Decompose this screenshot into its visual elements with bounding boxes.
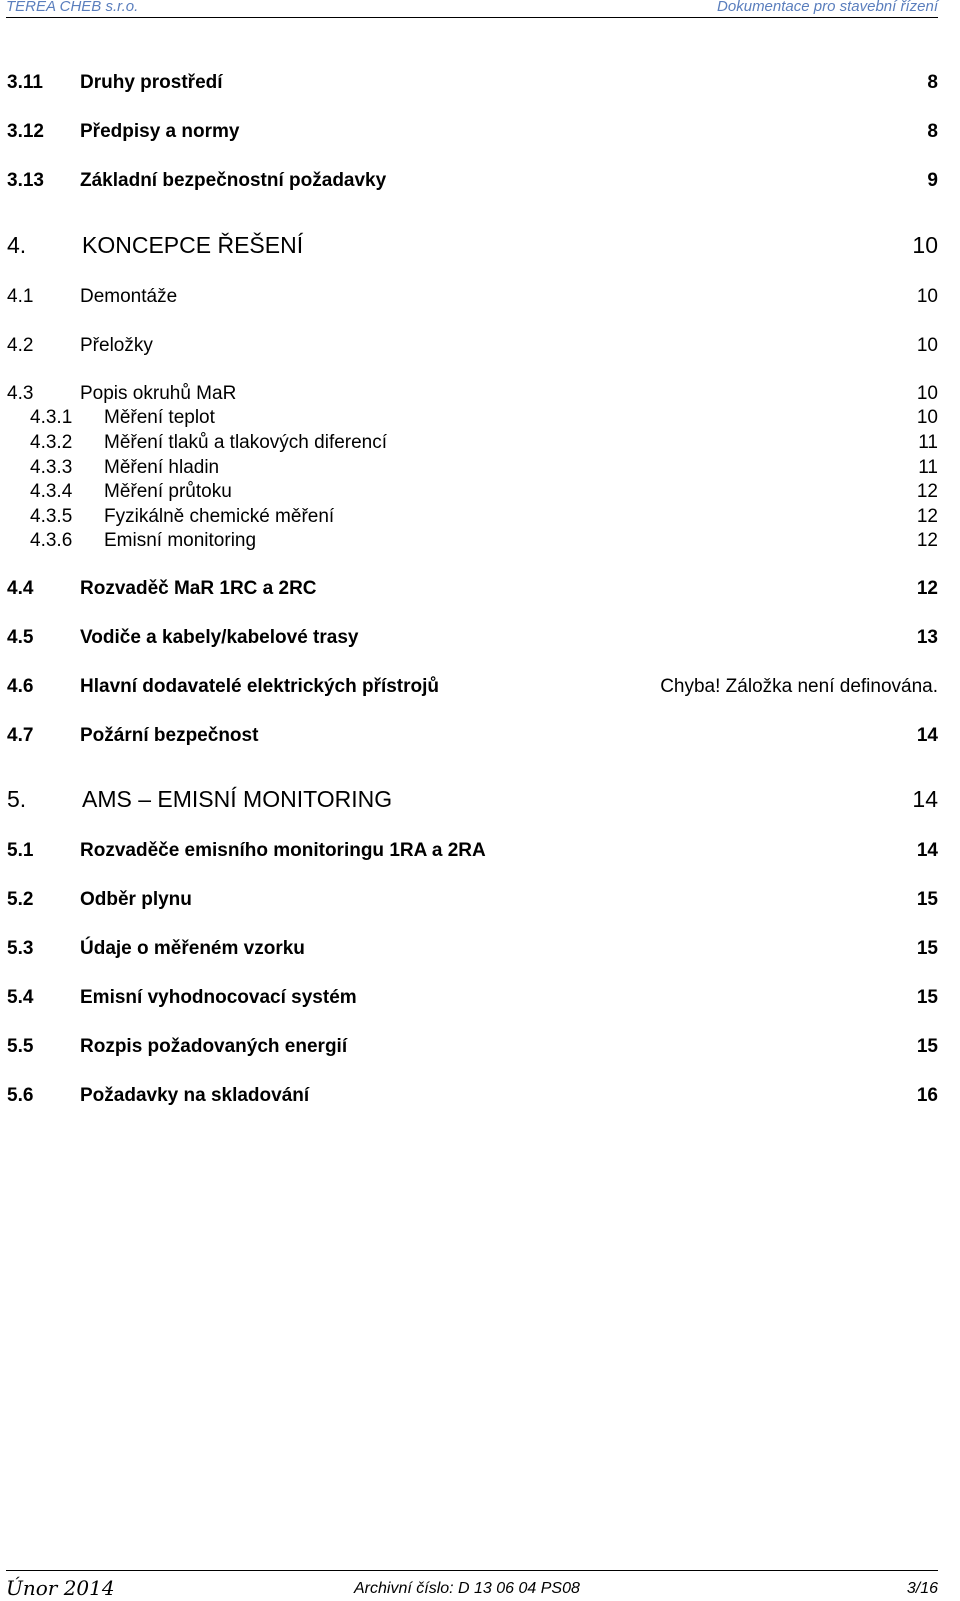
- toc-title: Vodiče a kabely/kabelové trasy: [80, 627, 359, 648]
- toc-number: 4.3.6: [30, 530, 73, 551]
- toc-entry-4-3-1[interactable]: [0, 405, 960, 431]
- toc-entry-3-11[interactable]: [0, 70, 960, 96]
- toc-page: 10: [916, 286, 938, 307]
- toc-number: 4.1: [7, 286, 34, 307]
- toc-title: Hlavní dodavatelé elektrických přístrojů: [80, 676, 440, 697]
- toc-number: 4.3.3: [30, 457, 73, 478]
- toc-page: 15: [916, 987, 938, 1008]
- toc-entry-5-1[interactable]: [0, 838, 960, 864]
- toc-title: Předpisy a normy: [80, 121, 240, 142]
- toc-entry-4-3-3[interactable]: [0, 455, 960, 481]
- toc-title: Emisní monitoring: [104, 530, 257, 551]
- toc-number: 4.3: [7, 383, 34, 404]
- toc-title: Měření průtoku: [104, 481, 232, 502]
- toc-number: 4.7: [7, 725, 34, 746]
- toc-page: 14: [912, 786, 938, 812]
- page-header: [6, 0, 938, 18]
- toc-entry-4-7[interactable]: [0, 723, 960, 749]
- toc-number: 3.13: [7, 170, 44, 191]
- toc-title: Měření hladin: [104, 457, 220, 478]
- toc-entry-3-12[interactable]: [0, 119, 960, 145]
- toc-page: 9: [927, 170, 938, 191]
- toc-page: 11: [918, 432, 938, 453]
- toc-entry-5[interactable]: [0, 786, 960, 812]
- toc-entry-5-4[interactable]: [0, 985, 960, 1011]
- toc-number: 5.2: [7, 889, 34, 910]
- toc-title: Požární bezpečnost: [80, 725, 259, 746]
- toc-title: Údaje o měřeném vzorku: [80, 938, 305, 959]
- toc-number: 5.: [7, 786, 27, 812]
- toc-title: Požadavky na skladování: [80, 1085, 310, 1106]
- toc-title: KONCEPCE ŘEŠENÍ: [82, 232, 304, 258]
- header-company: TEREA CHEB s.r.o.: [6, 0, 139, 15]
- page-footer: [6, 1570, 938, 1601]
- toc-entry-5-2[interactable]: [0, 887, 960, 913]
- toc-title: Emisní vyhodnocovací systém: [80, 987, 357, 1008]
- toc-page: 10: [916, 335, 938, 356]
- toc-entry-4-6[interactable]: [0, 674, 960, 700]
- toc-page: 8: [927, 72, 938, 93]
- toc-title: Fyzikálně chemické měření: [104, 506, 335, 527]
- toc-entry-5-6[interactable]: [0, 1083, 960, 1109]
- toc-title: Rozvaděč MaR 1RC a 2RC: [80, 578, 317, 599]
- toc-title: Přeložky: [80, 335, 153, 356]
- toc-page: 11: [918, 457, 938, 478]
- toc-number: 5.6: [7, 1085, 34, 1106]
- toc-page-error: Chyba! Záložka není definována.: [660, 676, 938, 697]
- toc-number: 4.2: [7, 335, 34, 356]
- toc-number: 4.6: [7, 676, 34, 697]
- toc-page: 10: [916, 383, 938, 404]
- toc-page: 10: [912, 232, 938, 258]
- toc-entry-4[interactable]: [0, 232, 960, 258]
- footer-archive-number: Archivní číslo: D 13 06 04 PS08: [354, 1580, 580, 1597]
- toc-entry-4-3-2[interactable]: [0, 430, 960, 456]
- toc-number: 3.11: [7, 72, 43, 93]
- toc-entry-4-3-4[interactable]: [0, 479, 960, 505]
- toc-page: 13: [916, 627, 938, 648]
- toc-number: 5.3: [7, 938, 34, 959]
- toc-page: 16: [916, 1085, 938, 1106]
- toc-title: Měření tlaků a tlakových diferencí: [104, 432, 388, 453]
- toc-page: 15: [916, 938, 938, 959]
- toc-page: 12: [916, 481, 938, 502]
- toc-entry-4-4[interactable]: [0, 576, 960, 602]
- toc-number: 5.4: [7, 987, 34, 1008]
- toc-entry-4-3-5[interactable]: [0, 504, 960, 530]
- toc-entry-5-3[interactable]: [0, 936, 960, 962]
- header-doc-type: Dokumentace pro stavební řízení: [717, 0, 938, 15]
- toc-entry-4-1[interactable]: [0, 284, 960, 310]
- toc-page: 8: [927, 121, 938, 142]
- toc-title: Odběr plynu: [80, 889, 192, 910]
- toc-page: 12: [916, 530, 938, 551]
- toc-entry-5-5[interactable]: [0, 1034, 960, 1060]
- toc-page: 10: [916, 407, 938, 428]
- toc-number: 4.3.5: [30, 506, 73, 527]
- toc-number: 5.5: [7, 1036, 34, 1057]
- toc-number: 4.: [7, 232, 27, 258]
- toc-title: Popis okruhů MaR: [80, 383, 237, 404]
- toc-number: 3.12: [7, 121, 44, 142]
- toc-title: AMS – EMISNÍ MONITORING: [82, 786, 393, 812]
- toc-number: 4.3.2: [30, 432, 73, 453]
- toc-number: 4.5: [7, 627, 34, 648]
- toc-page: 15: [916, 889, 938, 910]
- footer-page-number: 3/16: [906, 1580, 938, 1597]
- toc-page: 14: [916, 725, 938, 746]
- toc-title: Druhy prostředí: [80, 72, 223, 93]
- toc-number: 4.4: [7, 578, 34, 599]
- toc-page: 14: [916, 840, 938, 861]
- toc-title: Rozpis požadovaných energií: [80, 1036, 348, 1057]
- toc-number: 5.1: [7, 840, 34, 861]
- toc-entry-4-3-6[interactable]: [0, 528, 960, 554]
- toc-title: Rozvaděče emisního monitoringu 1RA a 2RA: [80, 840, 486, 861]
- toc-entry-3-13[interactable]: [0, 168, 960, 194]
- toc-title: Měření teplot: [104, 407, 215, 428]
- toc-title: Základní bezpečnostní požadavky: [80, 170, 387, 191]
- toc-entry-4-2[interactable]: [0, 333, 960, 359]
- toc-entry-4-3[interactable]: [0, 381, 960, 407]
- toc-number: 4.3.4: [30, 481, 73, 502]
- toc-page: 15: [916, 1036, 938, 1057]
- toc-page: 12: [916, 506, 938, 527]
- toc-number: 4.3.1: [30, 407, 73, 428]
- toc-title: Demontáže: [80, 286, 178, 307]
- footer-date: Únor 2014: [6, 1576, 115, 1600]
- toc-page: 12: [916, 578, 938, 599]
- toc-entry-4-5[interactable]: [0, 625, 960, 651]
